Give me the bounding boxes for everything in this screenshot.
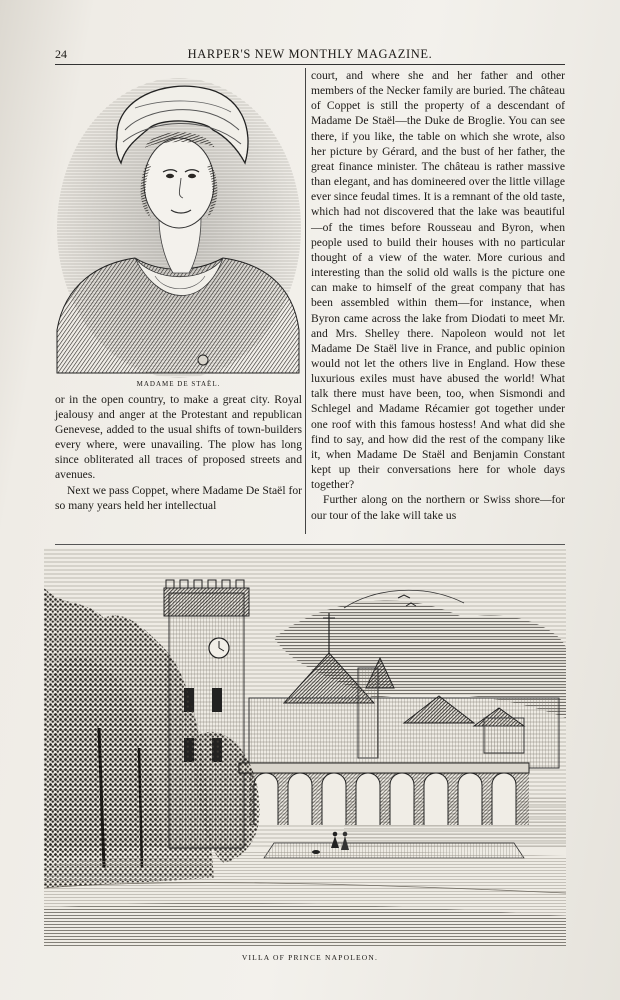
left-paragraph-2: Next we pass Coppet, where Madame De Staël for so many years held her intellectual [55,483,302,512]
page-number: 24 [55,47,67,61]
left-paragraph-1: or in the open country, to make a great city. Royal jealousy and anger at the Protestant and republican Genevese, added to the usual shifts of town-builders every where, were unavailing. The plow has long since obliterated all traces of proposed streets and avenues. [55,393,302,482]
villa-caption: VILLA OF PRINCE NAPOLEON. [241,953,379,962]
left-column [55,68,302,513]
portrait-engraving [55,68,302,378]
villa-engraving [44,548,566,946]
portrait-caption: MADAME DE STAËL. [136,380,221,388]
right-paragraph-2: Further along on the northern or Swiss shore—for our tour of the lake will take us [311,493,565,522]
page-header [55,47,565,63]
right-paragraph-1: court, and where she and her father and other members of the Necker family are buried. The château of Coppet is still the property of a descendant of Madame De Staël—the Duke de Broglie. You can see there, if you like, the table on which she wrote, also her picture by Gérard, and the bust of her father, the great finance minister. The château is rather massive than elegant, and has domineered over the little village ever since feudal times. It is a remnant of the old taste, which had not discovered that the lake was beautiful—of the times before Rousseau and Byron, when people used to build their houses with no particular thought of a view of the water. More curious and interesting than the solid old walls is the picture one can make to himself of the great company that has been assembled within them—for instance, when Byron came across the lake from Diodati to meet Mr. and Mrs. Shelley there. Napoleon would not let Madame De Staël live in France, and public opinion would not let the others live in England. How these luxurious exiles must have abused the world! What talk there must have been, too, when Sismondi and Schlegel and Madame Récamier got together under one roof with this famous hostess! And what did she find to say, and how did the rest of the company like it, when Madame De Staël and Benjamin Constant kept up their conversations here for whole days together? [311,69,566,492]
running-title: HARPER'S NEW MONTHLY MAGAZINE. [187,47,433,61]
portrait-illustration [55,68,302,378]
figure-rule [55,544,565,545]
right-column [311,68,565,523]
header-rule [55,64,565,65]
column-divider [305,68,306,534]
villa-illustration [44,548,566,946]
